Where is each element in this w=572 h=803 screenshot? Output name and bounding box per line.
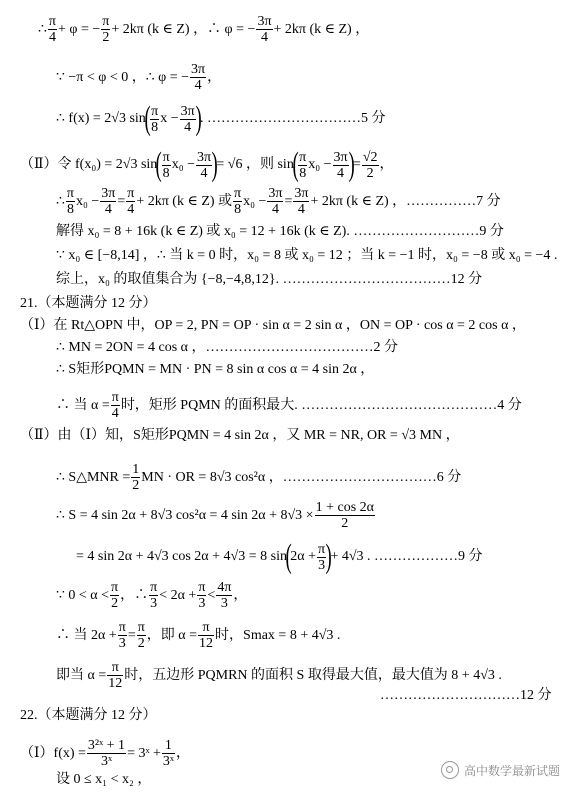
math-text: x₀ −	[76, 193, 100, 209]
fraction	[87, 738, 126, 769]
watermark-text: 高中数学最新试题	[463, 763, 560, 778]
fraction	[126, 186, 135, 217]
math-line	[56, 272, 482, 288]
denominator: 8	[162, 165, 170, 181]
fraction	[180, 104, 196, 135]
math-text: ∴	[38, 21, 47, 37]
math-line	[56, 620, 340, 651]
fraction	[101, 14, 110, 45]
math-text: ，	[379, 157, 394, 172]
math-text: （Ⅰ）在 Rt△OPN 中，OP = 2, PN = OP · sin α = 2 sin α ，ON = OP · cos α = 2 cos α ，	[20, 318, 526, 333]
fraction	[118, 620, 127, 651]
fraction	[293, 186, 309, 217]
math-text: 即当 α =	[56, 667, 107, 683]
math-text: x₀ −	[308, 157, 332, 172]
math-text: ∴	[56, 193, 65, 209]
denominator: 3	[150, 596, 158, 611]
math-text: ∵ −π < φ < 0 ，∴ φ = −	[56, 69, 190, 85]
numerator: 3π	[294, 186, 309, 201]
numerator: 4π	[217, 580, 232, 595]
fraction	[66, 186, 75, 217]
fraction	[196, 150, 212, 181]
denominator: 4	[127, 202, 135, 217]
math-line	[56, 224, 504, 240]
big-paren: )	[195, 100, 202, 137]
math-text: =	[117, 193, 126, 209]
numerator: π	[162, 149, 170, 165]
math-text: MN · OR = 8√3 cos²α ，……………………………6 分	[141, 469, 462, 485]
numerator: π	[202, 620, 210, 635]
fraction	[150, 104, 159, 135]
big-paren: (	[155, 146, 163, 183]
denominator: 3ˣ	[162, 754, 174, 769]
denominator: 4	[196, 165, 212, 181]
denominator: 4	[180, 119, 196, 135]
numerator: 1	[132, 462, 140, 477]
math-text: （Ⅰ）f(x) =	[20, 745, 86, 761]
denominator: 4	[111, 406, 119, 421]
math-text: ∴ S = 4 sin 2α + 8√3 cos²α = 4 sin 2α + 8√3 ×	[56, 507, 314, 523]
watermark	[441, 761, 560, 779]
math-text: =	[127, 627, 136, 643]
numerator: 3π	[268, 186, 283, 201]
big-paren: )	[325, 538, 332, 575]
math-text: 22.（本题满分 12 分）	[20, 708, 157, 723]
math-text: ∴ MN = 2ON = 4 cos α ，………………………………2 分	[56, 340, 398, 355]
math-line	[20, 296, 157, 312]
math-text: （Ⅱ）令 f(x₀) = 2√3 sin	[20, 157, 158, 172]
math-line	[56, 340, 398, 356]
fraction	[233, 186, 242, 217]
math-text: 21.（本题满分 12 分）	[20, 296, 157, 311]
math-text: + 4√3 . ………………9 分	[330, 549, 483, 564]
math-line	[56, 660, 502, 691]
math-line	[38, 14, 369, 45]
big-paren: )	[348, 146, 355, 183]
denominator: 8	[151, 119, 159, 135]
math-text: 解得 x₀ = 8 + 16k (k ∈ Z) 或 x₀ = 12 + 16k (k ∈ Z). ………………………9 分	[56, 224, 504, 239]
math-text: ∴ 当 α =	[56, 397, 110, 413]
math-text: + 2kπ (k ∈ Z) ，	[273, 21, 370, 37]
fraction	[111, 390, 120, 421]
math-line	[20, 428, 460, 444]
math-text: =	[352, 157, 361, 172]
math-text: + 2kπ (k ∈ Z) ，∴ φ = −	[111, 21, 256, 37]
denominator: 8	[66, 202, 74, 217]
math-text: 综上，x₀ 的取值集合为 {−8,−4,8,12}. ………………………………12 分	[56, 272, 483, 287]
denominator: 3	[216, 595, 232, 611]
math-text: x₀ −	[171, 157, 195, 172]
denominator: 2	[362, 165, 379, 181]
math-text: ∴ f(x) = 2√3 sin	[56, 111, 146, 126]
denominator: 4	[333, 165, 349, 181]
fraction	[107, 660, 123, 691]
math-text: x −	[160, 111, 179, 126]
numerator: π	[127, 186, 135, 201]
math-line	[56, 248, 557, 264]
denominator: 8	[234, 202, 242, 217]
numerator: π	[118, 620, 126, 635]
math-text: = 3ˣ +	[127, 745, 161, 761]
math-line	[56, 462, 461, 493]
math-text: ，	[207, 69, 222, 85]
math-text: < 2α +	[159, 587, 197, 603]
fraction	[131, 462, 140, 493]
math-text: 2α +	[290, 549, 317, 564]
denominator: 4	[48, 30, 56, 45]
math-text: ∴ S矩形PQMN = MN · PN = 8 sin α cos α = 4 sin 2α ，	[56, 362, 375, 377]
fraction	[267, 186, 283, 217]
math-line	[56, 102, 386, 136]
math-line	[20, 708, 157, 724]
numerator: 1 + cos 2α	[315, 500, 374, 515]
math-text: ∴ 当 2α +	[56, 627, 117, 643]
fraction	[197, 580, 206, 611]
math-text: 时，五边形 PQMRN 的面积 S 取得最大值，最大值为 8 + 4√3 .	[124, 667, 502, 683]
denominator: 2	[102, 30, 110, 45]
math-text: + φ = −	[58, 21, 101, 37]
big-paren: (	[144, 100, 151, 137]
fraction	[48, 14, 57, 45]
denominator: 2	[137, 636, 145, 651]
denominator: 12	[199, 636, 214, 651]
math-line	[20, 318, 526, 334]
numerator: √2	[362, 149, 378, 165]
fraction	[100, 186, 116, 217]
fraction	[190, 62, 206, 93]
numerator: π	[111, 390, 119, 405]
denominator: 3ˣ	[87, 753, 126, 769]
wechat-icon	[441, 761, 459, 779]
numerator: π	[137, 620, 145, 635]
math-text: . ……………………………5 分	[200, 111, 386, 126]
numerator: 3²ˣ + 1	[87, 738, 126, 753]
math-text: x₀ −	[243, 193, 267, 209]
numerator: π	[102, 14, 110, 29]
math-text: 时，矩形 PQMN 的面积最大. ……………………………………4 分	[120, 397, 522, 413]
fraction	[137, 620, 146, 651]
math-line	[56, 62, 221, 93]
fraction	[298, 150, 307, 181]
numerator: π	[66, 186, 74, 201]
math-text: = √6 ，则 sin	[216, 157, 294, 172]
fraction	[162, 150, 171, 181]
denominator: 2	[132, 478, 140, 493]
fraction	[198, 620, 214, 651]
denominator: 4	[293, 201, 309, 217]
denominator: 3	[198, 596, 206, 611]
math-text: ，∴	[120, 587, 149, 603]
fraction	[110, 580, 119, 611]
fraction	[149, 580, 158, 611]
math-text: （Ⅱ）由（Ⅰ）知，S矩形PQMN = 4 sin 2α ，又 MR = NR, OR = √3 MN ，	[20, 428, 460, 443]
fraction	[333, 150, 349, 181]
numerator: 1	[164, 738, 172, 753]
numerator: 3π	[333, 149, 348, 165]
math-text: + 2kπ (k ∈ Z) ，……………7 分	[310, 193, 501, 209]
math-text: 设 0 ≤ x₁ < x₂ ，	[56, 772, 152, 787]
math-line	[56, 362, 374, 378]
denominator: 12	[108, 676, 123, 691]
fraction	[256, 14, 272, 45]
denominator: 3	[318, 557, 326, 573]
denominator: 4	[100, 201, 116, 217]
math-text: + 2kπ (k ∈ Z) 或	[136, 193, 233, 209]
numerator: π	[198, 580, 206, 595]
math-text: ∵ x₀ ∈ [−8,14] ，∴ 当 k = 0 时，x₀ = 8 或 x₀ = 12 ；当 k = −1 时，x₀ = −8 或 x₀ = −4 .	[56, 248, 558, 263]
math-text: =	[284, 193, 293, 209]
math-line	[380, 688, 552, 704]
math-line	[56, 186, 501, 217]
numerator: 3π	[180, 103, 195, 119]
numerator: π	[111, 660, 119, 675]
math-line	[20, 148, 394, 182]
math-text: ，	[233, 587, 248, 603]
numerator: π	[234, 186, 242, 201]
math-text: = 4 sin 2α + 4√3 cos 2α + 4√3 = 8 sin	[76, 549, 287, 564]
big-paren: )	[211, 146, 218, 183]
fraction	[162, 738, 175, 769]
denominator: 8	[299, 165, 307, 181]
math-text: 时，Smax = 8 + 4√3 .	[215, 627, 341, 643]
numerator: π	[299, 149, 307, 165]
math-line	[56, 390, 522, 421]
big-paren: (	[292, 146, 299, 183]
math-line	[76, 540, 483, 574]
math-text: <	[207, 587, 216, 603]
math-text: ∵ 0 < α <	[56, 587, 110, 603]
math-text: …………………………12 分	[380, 688, 552, 703]
denominator: 2	[315, 515, 375, 531]
denominator: 4	[256, 29, 272, 45]
math-line	[20, 738, 190, 769]
numerator: 3π	[257, 14, 272, 29]
math-text: ，即 α =	[146, 627, 198, 643]
numerator: π	[318, 541, 326, 557]
fraction	[362, 150, 379, 181]
math-line	[56, 500, 376, 531]
denominator: 4	[267, 201, 283, 217]
numerator: 3π	[101, 186, 116, 201]
numerator: π	[151, 103, 159, 119]
denominator: 3	[118, 636, 126, 651]
math-line	[56, 580, 247, 611]
denominator: 2	[111, 596, 119, 611]
numerator: π	[111, 580, 119, 595]
numerator: 3π	[197, 149, 212, 165]
fraction	[315, 500, 375, 531]
big-paren: (	[285, 538, 292, 575]
fraction	[216, 580, 232, 611]
numerator: 3π	[191, 62, 206, 77]
numerator: π	[150, 580, 158, 595]
math-text: ∴ S△MNR =	[56, 469, 131, 485]
math-line	[56, 772, 151, 788]
numerator: π	[48, 14, 56, 29]
math-text: ，	[175, 745, 190, 761]
denominator: 4	[190, 77, 206, 93]
